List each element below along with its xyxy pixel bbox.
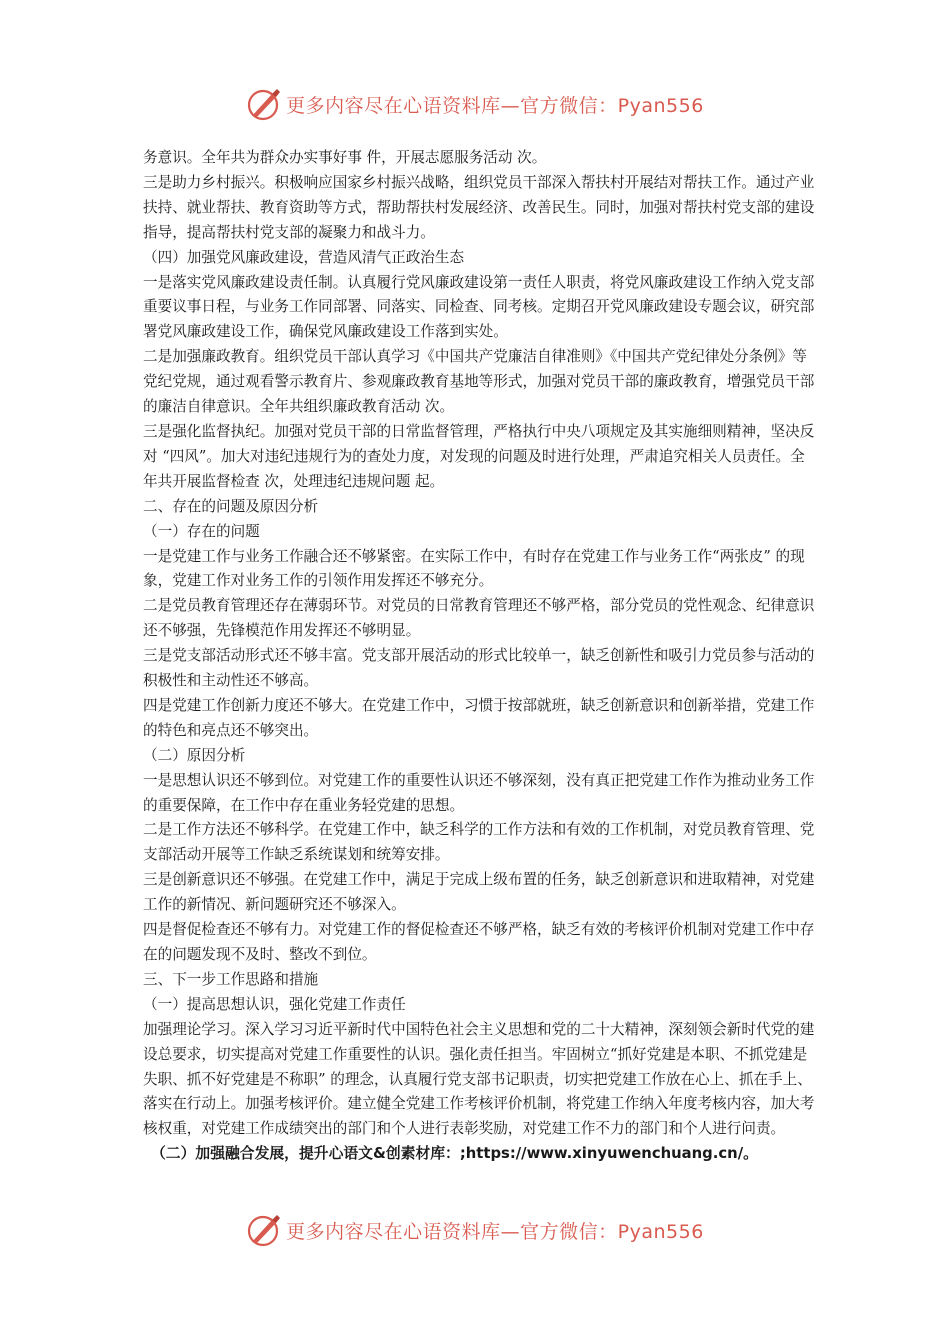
section-heading: 三、下一步工作思路和措施 — [143, 970, 319, 988]
banner-text: 更多内容尽在心语资料库—官方微信：Pyan556 — [286, 94, 704, 117]
paragraph: 三是强化监督执纪。加强对党员干部的日常监督管理，严格执行中央八项规定及其实施细则精神，坚决反对 “四风”。加大对违纪违规行为的查处力度，对发现的问题及时进行处理，严肃追究相关人员责任。全年共开展监督检查 次，处理违纪违规问题 起。 — [143, 422, 815, 490]
promo-link-line[interactable]: （二）加强融合发展，提升心语文&创素材库：;https://www.xinyuwenchuang.cn/。 — [151, 1145, 758, 1163]
document-body — [143, 146, 815, 1167]
paragraph: 一是思想认识还不够到位。对党建工作的重要性认识还不够深刻，没有真正把党建工作作为推动业务工作的重要保障，在工作中存在重业务轻党建的思想。 — [143, 771, 815, 814]
header-banner — [0, 84, 950, 124]
paragraph: 二是加强廉政教育。组织党员干部认真学习《中国共产党廉洁自律准则》《中国共产党纪律处分条例》等党纪党规，通过观看警示教育片、参观廉政教育基地等形式，加强对党员干部的廉政教育，增强党员干部的廉洁自律意识。全年共组织廉政教育活动 次。 — [143, 348, 815, 416]
banner-text: 更多内容尽在心语资料库—官方微信：Pyan556 — [286, 1220, 704, 1243]
pen-logo-icon — [246, 1212, 282, 1248]
section-heading: （四）加强党风廉政建设，营造风清气正政治生态 — [143, 248, 465, 266]
paragraph: 务意识。全年共为群众办实事好事 件，开展志愿服务活动 次。 — [143, 149, 547, 166]
paragraph: 三是党支部活动形式还不够丰富。党支部开展活动的形式比较单一，缺乏创新性和吸引力党员参与活动的积极性和主动性还不够高。 — [143, 647, 815, 690]
section-heading: 二、存在的问题及原因分析 — [143, 497, 319, 515]
paragraph: 三是助力乡村振兴。积极响应国家乡村振兴战略，组织党员干部深入帮扶村开展结对帮扶工作。通过产业扶持、就业帮扶、教育资助等方式，帮助帮扶村发展经济、改善民生。同时，加强对帮扶村党支部的建设指导，提高帮扶村党支部的凝聚力和战斗力。 — [143, 173, 815, 241]
paragraph: 二是工作方法还不够科学。在党建工作中，缺乏科学的工作方法和有效的工作机制，对党员教育管理、党支部活动开展等工作缺乏系统谋划和统筹安排。 — [143, 821, 815, 864]
section-heading: （一）存在的问题 — [143, 522, 260, 540]
paragraph: 一是党建工作与业务工作融合还不够紧密。在实际工作中，有时存在党建工作与业务工作“两张皮” 的现象，党建工作对业务工作的引领作用发挥还不够充分。 — [143, 547, 805, 590]
section-heading: （一）提高思想认识，强化党建工作责任 — [143, 995, 406, 1013]
paragraph: 四是党建工作创新力度还不够大。在党建工作中，习惯于按部就班，缺乏创新意识和创新举措，党建工作的特色和亮点还不够突出。 — [143, 696, 815, 739]
paragraph: 四是督促检查还不够有力。对党建工作的督促检查还不够严格，缺乏有效的考核评价机制对党建工作中存在的问题发现不及时、整改不到位。 — [143, 921, 815, 963]
paragraph: 三是创新意识还不够强。在党建工作中，满足于完成上级布置的任务，缺乏创新意识和进取精神，对党建工作的新情况、新问题研究还不够深入。 — [143, 871, 815, 914]
pen-logo-icon — [246, 86, 282, 122]
section-heading: （二）原因分析 — [143, 746, 246, 764]
footer-banner — [0, 1210, 950, 1250]
paragraph: 加强理论学习。深入学习习近平新时代中国特色社会主义思想和党的二十大精神，深刻领会新时代党的建设总要求，切实提高对党建工作重要性的认识。强化责任担当。牢固树立“抓好党建是本职、不抓党建是失职、抓不好党建是不称职” 的理念，认真履行党支部书记职责，切实把党建工作放在心上、抓在手上、落实在行动上。加强考核评价。建立健全党建工作考核评价机制，将党建工作纳入年度考核内容，加大考核权重，对党建工作成绩突出的部门和个人进行表彰奖励，对党建工作不力的部门和个人进行问责。 — [143, 1020, 815, 1138]
paragraph: 一是落实党风廉政建设责任制。认真履行党风廉政建设第一责任人职责，将党风廉政建设工作纳入党支部重要议事日程，与业务工作同部署、同落实、同检查、同考核。定期召开党风廉政建设专题会议，研究部署党风廉政建设工作，确保党风廉政建设工作落到实处。 — [143, 273, 815, 341]
paragraph: 二是党员教育管理还存在薄弱环节。对党员的日常教育管理还不够严格，部分党员的党性观念、纪律意识还不够强，先锋模范作用发挥还不够明显。 — [143, 597, 815, 640]
